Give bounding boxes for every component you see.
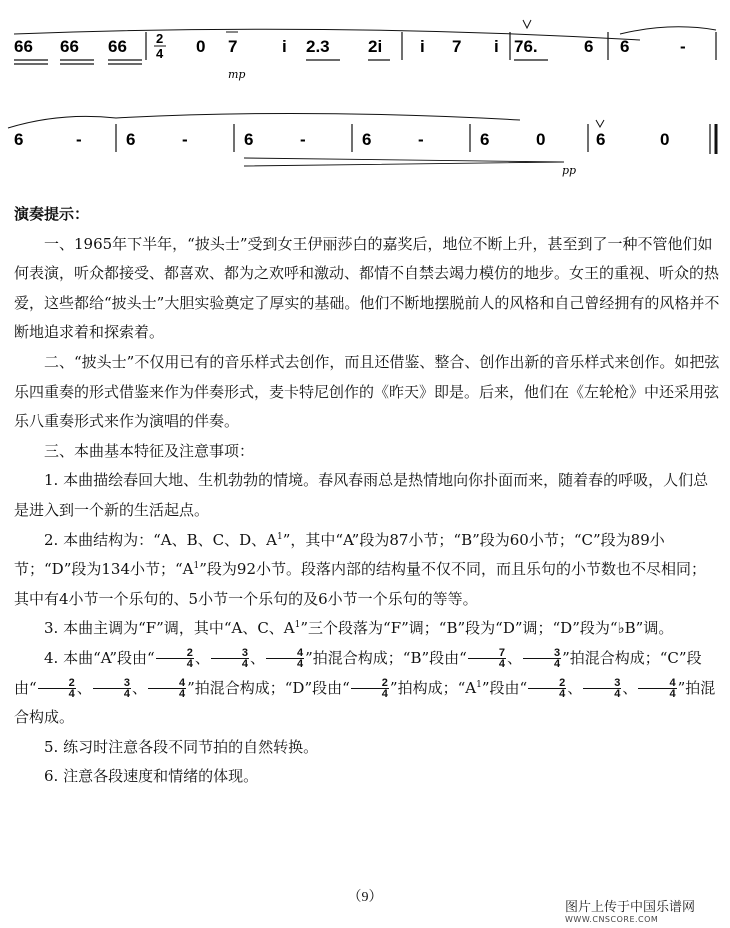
page-number: （9） [347, 890, 383, 905]
meter-2-4: $\frac{2}{4}$ [38, 678, 76, 699]
meter-7-4: $\frac{7}{4}$ [468, 648, 506, 669]
meter-4-4: $\frac{4}{4}$ [148, 678, 186, 699]
dynamic-marking: pp [562, 164, 577, 177]
score-note: 6 [362, 130, 372, 149]
score-note: - [300, 130, 306, 149]
watermark [565, 896, 725, 924]
dynamic-marking: mp [228, 68, 246, 81]
score-note: - [680, 37, 686, 56]
score-note: 66 [14, 37, 33, 56]
score-note: 7 [452, 37, 462, 56]
score-note: 6 [14, 130, 24, 149]
meter-3-4: $\frac{3}{4}$ [93, 678, 131, 699]
meter-2-4: $\frac{2}{4}$ [156, 648, 194, 669]
score-note: 76. [514, 37, 538, 56]
time-signature-num: 2 [156, 31, 164, 46]
score-note: 66 [108, 37, 127, 56]
list-item: 5. 练习时注意各段不同节拍的自然转换。 [44, 737, 319, 756]
watermark-text: 图片上传于中国乐谱网 [565, 900, 696, 915]
score-note: 0 [660, 130, 670, 149]
meter-3-4: $\frac{3}{4}$ [523, 648, 561, 669]
score-note: 6 [480, 130, 490, 149]
list-item: 3. 本曲主调为“F”调，其中“A、C、$A^1$”三个段落为“F”调；“B”段为“D”调；“D”段为“♭B”调。 [44, 619, 674, 638]
meter-4-4: $\frac{4}{4}$ [266, 648, 304, 669]
paragraph: 二、“披头士”不仅用已有的音乐样式去创作，而且还借鉴、整合、创作出新的音乐样式来创作。如把弦乐四重奏的形式借鉴来作为伴奏形式，麦卡特尼创作的《昨天》即是。后来，他们在《左轮枪》中还采用弦乐八重奏形式来作为演唱的伴奏。 [14, 352, 720, 431]
meter-3-4: $\frac{3}{4}$ [211, 648, 249, 669]
watermark-url: WWW.CNSCORE.COM [565, 915, 659, 924]
list-item: 1. 本曲描绘春回大地、生机勃勃的情境。春风春雨总是热情地向你扑面而来，随着春的呼吸，人们总是进入到一个新的生活起点。 [14, 471, 709, 519]
score-note: 6 [126, 130, 136, 149]
score-note: - [418, 130, 424, 149]
score-note: 6 [596, 130, 606, 149]
score-note: 0 [536, 130, 546, 149]
list-item: 6. 注意各段速度和情绪的体现。 [44, 767, 259, 786]
score-note: i [282, 37, 287, 56]
score-note: 0 [196, 37, 206, 56]
score-note: i [494, 37, 499, 56]
section-heading: 演奏提示： [14, 205, 90, 223]
paragraph: 一、1965年下半年，“披头士”受到女王伊丽莎白的嘉奖后，地位不断上升，甚至到了一种不管他们如何表演，听众都接受、都喜欢、都为之欢呼和激动、都情不自禁去竭力模仿的地步。女王的重视、听众的热爱，这些都给“披头士”大胆实验奠定了厚实的基础。他们不断地摆脱前人的风格和自己曾经拥有的风格并不断地追求着和探索着。 [14, 234, 720, 342]
meter-2-4: $\frac{2}{4}$ [351, 678, 389, 699]
score-note: 6 [584, 37, 594, 56]
score-note: 6 [244, 130, 254, 149]
paragraph: 三、本曲基本特征及注意事项： [44, 441, 255, 460]
meter-3-4: $\frac{3}{4}$ [583, 678, 621, 699]
list-item: 4. 本曲“A”段由“ $\frac{2}{4}$ 、 $\frac{3}{4}$ 、 $\frac{4}{4}$ ”拍混合构成；“B”段由“ $\frac{7}{4}$ 、 $\frac{3}{4}$ ”拍混合构成；“C”段由“ $\frac{2}{4}$ 、 $\frac{3}{4}$ 、 $\frac{4}{4}$ ”拍混合构成；“D”段由“ $\frac{2}{4}$ ”拍构成；“$A^1$”段由“ $\frac{2}{4}$ 、 $\frac{3}{4}$ 、 $\frac{4}{4}$ ”拍混合构成。 [14, 647, 716, 727]
score-note: - [76, 130, 82, 149]
performance-notes [14, 200, 720, 792]
list-item: 2. 本曲结构为：“A、B、C、D、$A^1$”，其中“A”段为87小节；“B”段为60小节；“C”段为89小节；“D”段为134小节；“$A^1$”段为92小节。段落内部的结构量不仅不同，而且乐句的小节数也不尽相同；其中有4小节一个乐句的、5小节一个乐句的及6小节一个乐句的等等。 [14, 530, 706, 608]
score-note: i [420, 37, 425, 56]
score-note: 2i [368, 37, 383, 56]
meter-4-4: $\frac{4}{4}$ [638, 678, 676, 699]
score-note: 66 [60, 37, 79, 56]
score-note: 6 [620, 37, 630, 56]
score-note: 2.3 [306, 37, 330, 56]
music-score [0, 0, 730, 195]
score-note: - [182, 130, 188, 149]
score-note: 7 [228, 37, 238, 56]
meter-2-4: $\frac{2}{4}$ [528, 678, 566, 699]
time-signature-den: 4 [156, 46, 164, 61]
